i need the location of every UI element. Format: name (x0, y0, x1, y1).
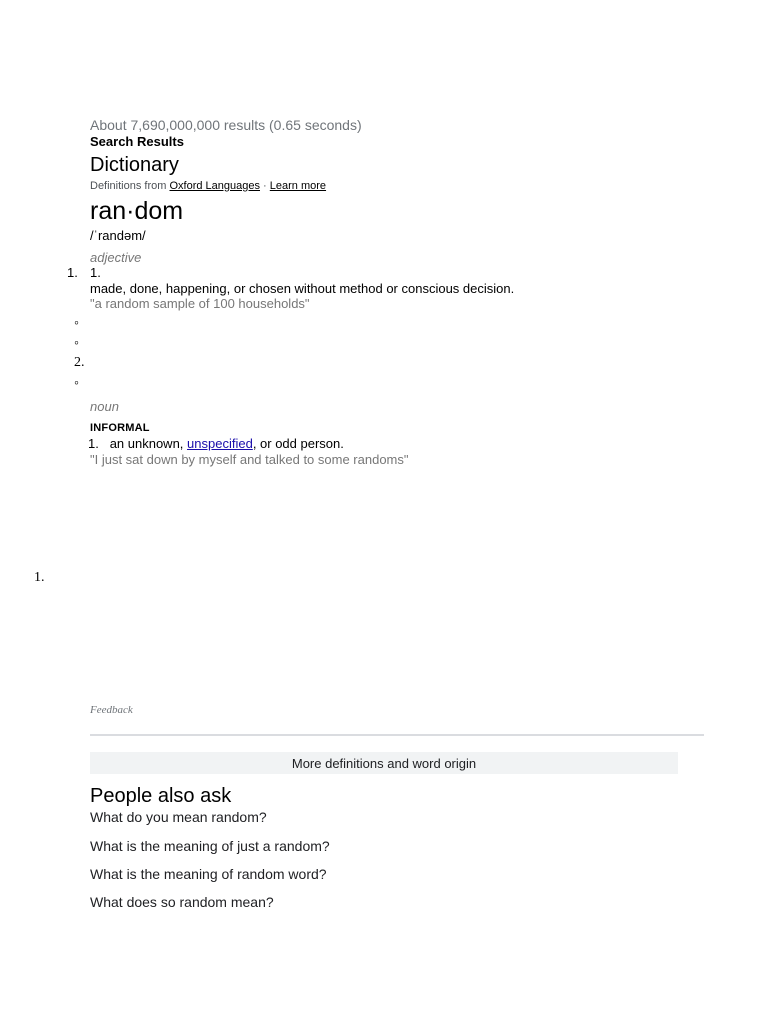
definition-noun (88, 436, 344, 451)
pos-adjective: adjective (90, 250, 142, 265)
paa-question[interactable]: What does so random mean? (90, 894, 274, 910)
example-noun: "I just sat down by myself and talked to some randoms" (90, 452, 409, 467)
list-marker-2: 2. (74, 355, 85, 370)
paa-question[interactable]: What is the meaning of random word? (90, 866, 327, 882)
paa-question[interactable]: What do you mean random? (90, 809, 267, 825)
example-adjective: "a random sample of 100 households" (90, 296, 310, 311)
dictionary-title: Dictionary (90, 154, 179, 176)
stray-list-marker: 1. (34, 570, 45, 585)
definitions-source (90, 180, 326, 192)
oxford-languages-link[interactable]: Oxford Languages (169, 180, 260, 192)
bullet-marker: ◦ (74, 376, 79, 391)
divider (90, 734, 704, 736)
paa-question[interactable]: What is the meaning of just a random? (90, 838, 330, 854)
noun-sense-number: 1. (88, 436, 99, 451)
bullet-marker: ◦ (74, 316, 79, 331)
result-stats: About 7,690,000,000 results (0.65 seconds) (90, 117, 362, 133)
definition-text-b: , or odd person. (252, 436, 344, 451)
feedback-link[interactable]: Feedback (90, 704, 133, 716)
bullet-marker: ◦ (74, 336, 79, 351)
pos-noun: noun (90, 399, 119, 414)
learn-more-link[interactable]: Learn more (269, 180, 327, 192)
definition-text-a: an unknown, (109, 436, 188, 451)
headword: ran·dom (90, 197, 184, 225)
more-definitions-button[interactable] (90, 752, 678, 774)
source-prefix: Definitions from (90, 180, 170, 192)
definition-adjective: made, done, happening, or chosen without method or conscious decision. (90, 281, 515, 296)
phonetic: /ˈrandəm/ (90, 228, 146, 243)
people-also-ask-title: People also ask (90, 785, 232, 807)
search-results-heading: Search Results (90, 134, 184, 149)
source-separator: · (260, 180, 270, 192)
register-label: INFORMAL (90, 422, 150, 434)
more-definitions-label: More definitions and word origin (291, 755, 477, 771)
unspecified-link[interactable]: unspecified (187, 436, 253, 451)
outer-list-marker: 1. (67, 265, 78, 280)
sense-number: 1. (90, 265, 101, 280)
